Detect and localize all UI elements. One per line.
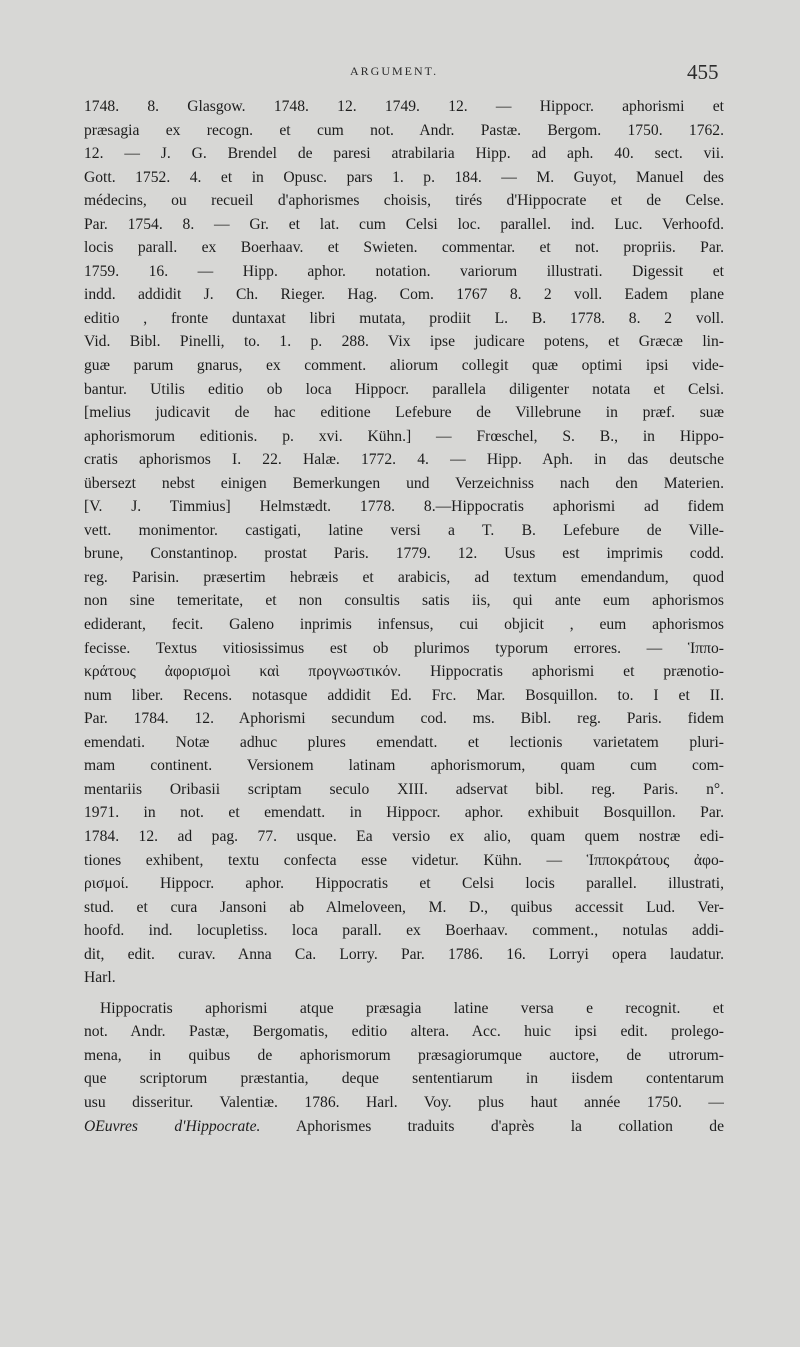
text-line: Gott. 1752. 4. et in Opusc. pars 1. p. 184. — M. Guyot, Manuel des xyxy=(84,168,724,186)
text-line: übersezt nebst einigen Bemerkungen und Verzeichniss nach den Materien. xyxy=(84,474,724,492)
text-line: aphorismorum editionis. p. xvi. Kühn.] — Frœschel, S. B., in Hippo- xyxy=(84,427,724,445)
text-line: vett. monimentor. castigati, latine versi a T. B. Lefebure de Ville- xyxy=(84,521,724,539)
text-line: [melius judicavit de hac editione Lefebure de Villebrune in præf. suæ xyxy=(84,404,724,422)
running-title: ARGUMENT. xyxy=(350,64,439,78)
text-line: Par. 1754. 8. — Gr. et lat. cum Celsi loc. parallel. ind. Luc. Verhoofd. xyxy=(84,215,724,233)
text-line: hoofd. ind. locupletiss. loca parall. ex Boerhaav. comment., notulas addi- xyxy=(84,922,724,940)
text-line: mam continent. Versionem latinam aphorismorum, quam cum com- xyxy=(84,757,724,775)
text-line: indd. addidit J. Ch. Rieger. Hag. Com. 1767 8. 2 voll. Eadem plane xyxy=(84,286,724,304)
text-line: fecisse. Textus vitiosissimus est ob plurimos typorum errores. — Ἱππο- xyxy=(84,639,724,657)
text-line: brune, Constantinop. prostat Paris. 1779. 12. Usus est imprimis codd. xyxy=(84,545,724,563)
paragraph-hippocratis-aphorismi xyxy=(84,997,724,1138)
text-line: que scriptorum præstantia, deque sententiarum in iisdem contentarum xyxy=(84,1070,724,1088)
text-line: 12. — J. G. Brendel de paresi atrabilaria Hipp. ad aph. 40. sect. vii. xyxy=(84,145,724,163)
text-line: mena, in quibus de aphorismorum præsagiorumque auctore, de utrorum- xyxy=(84,1046,724,1064)
text-line: médecins, ou recueil d'aphorismes choisis, tirés d'Hippocrate et de Celse. xyxy=(84,192,724,210)
text-line: 1759. 16. — Hipp. aphor. notation. variorum illustrati. Digessit et xyxy=(84,262,724,280)
text-line: guæ parum gnarus, ex comment. aliorum collegit quæ optimi ipsi vide- xyxy=(84,357,724,375)
text-line: præsagia ex recogn. et cum not. Andr. Pastæ. Bergom. 1750. 1762. xyxy=(84,121,724,139)
text-line: editio , fronte duntaxat libri mutata, prodiit L. B. 1778. 8. 2 voll. xyxy=(84,309,724,327)
text-line xyxy=(84,1115,724,1139)
text-line: dit, edit. curav. Anna Ca. Lorry. Par. 1786. 16. Lorryi opera laudatur. xyxy=(84,945,724,963)
text-line: reg. Parisin. præsertim hebræis et arabicis, ad textum emendandum, quod xyxy=(84,568,724,586)
page-number: 455 xyxy=(687,60,719,84)
text-line: 1748. 8. Glasgow. 1748. 12. 1749. 12. — Hippocr. aphorismi et xyxy=(84,98,724,115)
text-fragment: Aphorismes traduits d'après la collation de xyxy=(295,1117,724,1135)
body-text xyxy=(84,95,724,1138)
text-line: usu disseritur. Valentiæ. 1786. Harl. Voy. plus haut année 1750. — xyxy=(84,1093,724,1111)
text-line: non sine temeritate, et non consultis satis iis, qui ante eum aphorismos xyxy=(84,592,724,610)
text-line: Harl. xyxy=(84,969,116,987)
text-line: 1971. in not. et emendatt. in Hippocr. aphor. exhibuit Bosquillon. Par. xyxy=(84,804,724,822)
text-line: κράτους ἀφορισμοὶ καὶ προγνωστικόν. Hippocratis aphorismi et prænotio- xyxy=(84,663,724,681)
text-line: ediderant, fecit. Galeno inprimis infensus, cui objicit , eum aphorismos xyxy=(84,616,724,634)
text-line: ρισμοί. Hippocr. aphor. Hippocratis et Celsi locis parallel. illustrati, xyxy=(84,875,724,893)
text-line: [V. J. Timmius] Helmstædt. 1778. 8.—Hippocratis aphorismi ad fidem xyxy=(84,498,724,516)
text-line: cratis aphorismos I. 22. Halæ. 1772. 4. — Hipp. Aph. in das deutsche xyxy=(84,451,724,469)
text-line: bantur. Utilis editio ob loca Hippocr. parallela diligenter notata et Celsi. xyxy=(84,380,724,398)
running-head xyxy=(0,62,800,86)
text-line: not. Andr. Pastæ, Bergomatis, editio altera. Acc. huic ipsi edit. prolego- xyxy=(84,1023,724,1041)
text-line: Vid. Bibl. Pinelli, to. 1. p. 288. Vix ipse judicare potens, et Græcæ lin- xyxy=(84,333,724,351)
text-line: 1784. 12. ad pag. 77. usque. Ea versio ex alio, quam quem nostræ edi- xyxy=(84,827,724,845)
text-line: Hippocratis aphorismi atque præsagia latine versa e recognit. et xyxy=(100,999,724,1017)
work-title: OEuvres d'Hippocrate. xyxy=(84,1117,261,1135)
text-line: tiones exhibent, textu confecta esse videtur. Kühn. — Ἱπποκράτους ἀφο- xyxy=(84,851,724,869)
text-line: num liber. Recens. notasque addidit Ed. Frc. Mar. Bosquillon. to. I et II. xyxy=(84,686,724,704)
text-line: Par. 1784. 12. Aphorismi secundum cod. ms. Bibl. reg. Paris. fidem xyxy=(84,710,724,728)
paragraph-bibliography xyxy=(84,95,724,990)
text-line: emendati. Notæ adhuc plures emendatt. et lectionis varietatem pluri- xyxy=(84,733,724,751)
text-line: mentariis Oribasii scriptam seculo XIII. adservat bibl. reg. Paris. n°. xyxy=(84,780,724,798)
text-line: stud. et cura Jansoni ab Almeloveen, M. D., quibus accessit Lud. Ver- xyxy=(84,898,724,916)
text-line: locis parall. ex Boerhaav. et Swieten. commentar. et not. propriis. Par. xyxy=(84,239,724,257)
